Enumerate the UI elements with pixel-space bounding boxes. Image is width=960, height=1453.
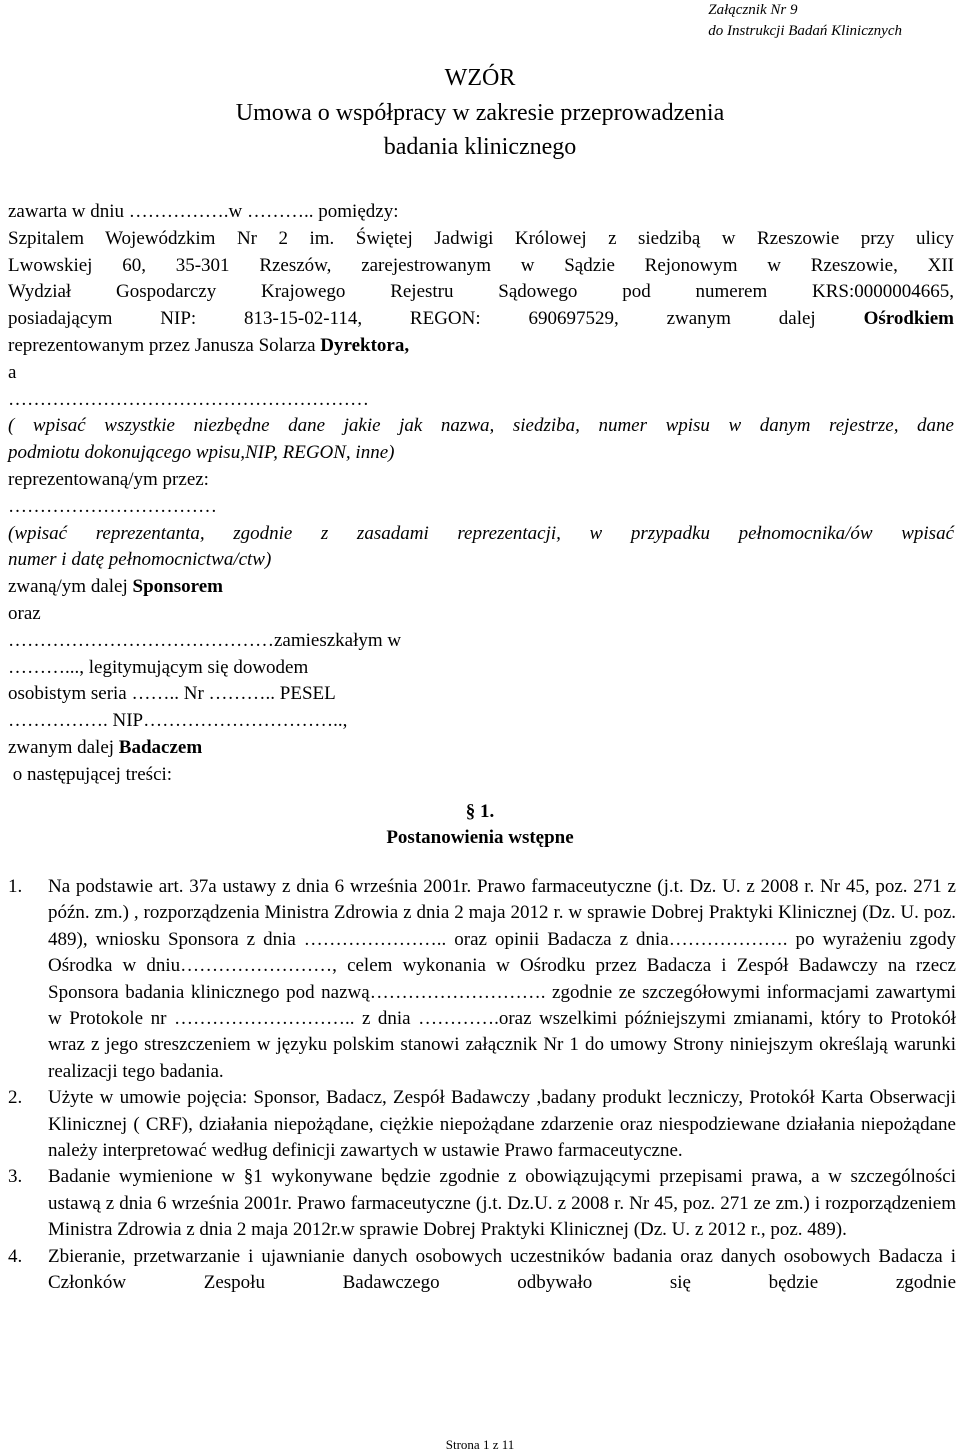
instruction-line: numer i datę pełnomocnictwa/ctw)	[8, 549, 272, 571]
item-text: Zbieranie, przetwarzanie i ujawnianie danych osobowych uczestników badania oraz danych osobowych Badacza i Członków Zespołu Badawczego odbywało się będzie zgodnie	[48, 1245, 956, 1294]
item-number: 1.	[8, 876, 23, 897]
title-template-label: WZÓR	[444, 65, 516, 91]
instruction-line: ( wpisać wszystkie niezbędne dane jakie jak nazwa, siedziba, numer wpisu w danym rejestrze, dane	[8, 415, 954, 437]
placeholder-line: ……………. NIP…………………………..,	[8, 710, 348, 732]
attachment-line-1: Załącznik Nr 9	[708, 2, 798, 18]
intro-line: oraz	[8, 602, 41, 624]
instruction-line: podmiotu dokonującego wpisu,NIP, REGON, inne)	[8, 442, 395, 464]
list-item	[8, 1244, 956, 1297]
item-text: Badanie wymienione w §1 wykonywane będzie zgodnie z obowiązującymi przepisami prawa, a w szczególności ustawą z dnia 6 września 2001r. Prawo farmaceutyczne (j.t. Dz.U. z 2008 r. Nr 45, poz. 271 ze zm.) i rozporządzeniem Ministra Zdrowia z dnia 2 maja 2012r.w sprawie Dobrej Praktyki Klinicznej (Dz. U. z 2012 r., poz. 489).	[48, 1166, 956, 1241]
intro-text: zwanym dalej	[8, 736, 115, 758]
item-text: Na podstawie art. 37a ustawy z dnia 6 września 2001r. Prawo farmaceutyczne (j.t. Dz. U. z 2008 r. Nr 45, poz. 271 z późn. zm.) , rozporządzenia Ministra Zdrowia z dnia 2 maja 2012 r. w sprawie Dobrej Praktyki Klinicznej (Dz. U. poz. 489), wniosku Sponsora z dnia ………………….. oraz opinii Badacza z dnia………………. po wyrażeniu zgody Ośrodka w dniu……………………, celem wykonania w Ośrodku przez Badacza i Zespół Badawczy na rzecz Sponsora badania klinicznego pod nazwą………………………. zgodnie ze szczegółowymi informacjami zawartymi w Protokole nr ……………………….. z dnia ………….oraz wszelkimi późniejszymi zmianami, który to Protokół wraz z jego streszczeniem w języku polskim stanowi załącznik Nr 1 do umowy Strony niniejszym określają warunki realizacji tego badania.	[48, 876, 956, 1082]
section-number: § 1.	[465, 801, 495, 822]
item-number: 2.	[8, 1087, 23, 1109]
intro-text: posiadającym NIP: 813-15-02-114, REGON: 690697529, zwanym dalej	[8, 308, 816, 330]
intro-line: Lwowskiej 60, 35-301 Rzeszów, zarejestrowanym w Sądzie Rejonowym w Rzeszowie, XII	[8, 254, 954, 276]
item-number: 4.	[8, 1245, 23, 1267]
intro-text: zwaną/ym dalej	[8, 576, 128, 598]
footer-page-number: 1	[482, 1437, 490, 1452]
placeholder-line: ……………………………………zamieszkałym w	[8, 629, 402, 651]
attachment-note	[708, 0, 902, 42]
placeholder-line: ………..., legitymującym się dowodem	[8, 656, 309, 678]
list-item	[8, 1164, 956, 1243]
placeholder-line: …………………………………………………	[8, 388, 369, 410]
party-ośrodek: Ośrodkiem	[863, 308, 954, 330]
intro-text: reprezentowanym przez Janusza Solarza	[8, 334, 316, 356]
item-number: 3.	[8, 1166, 23, 1188]
party-badacz: Badaczem	[118, 736, 203, 758]
item-text: Użyte w umowie pojęcia: Sponsor, Badacz, Zespół Badawczy ,badany produkt leczniczy, Protokół Karta Obserwacji Klinicznej ( CRF), działania niepożądane, ciężkie niepożądane zdarzenie oraz niespodziewane działania niepożądane należy interpretować według definicji zawartych w ustawie Prawo farmaceutyczne.	[48, 1087, 956, 1162]
intro-line: Wydział Gospodarczy Krajowego Rejestru Sądowego pod numerem KRS:0000004665,	[8, 281, 954, 303]
intro-line	[8, 735, 954, 762]
placeholder-line: ……………………………	[8, 495, 217, 517]
title-contract-line-1: Umowa o współpracy w zakresie przeprowadzenia	[235, 100, 725, 126]
footer-label: Strona	[445, 1437, 480, 1452]
intro-line: a	[8, 361, 17, 383]
party-sponsor: Sponsorem	[132, 576, 223, 598]
title-contract-line-2: badania klinicznego	[383, 134, 577, 160]
provisions-list	[8, 874, 956, 1297]
intro-line	[8, 333, 954, 360]
page-footer	[0, 1437, 960, 1453]
director-title: Dyrektora,	[320, 334, 410, 356]
contract-parties	[8, 199, 954, 789]
intro-line	[8, 574, 954, 601]
attachment-line-2: do Instrukcji Badań Klinicznych	[708, 23, 902, 39]
list-item	[8, 1085, 956, 1164]
footer-separator: z	[492, 1437, 499, 1452]
list-item	[8, 874, 956, 1085]
section-heading: Postanowienia wstępne	[386, 827, 574, 848]
intro-line: Szpitalem Wojewódzkim Nr 2 im. Świętej Jadwigi Królowej z siedzibą w Rzeszowie przy ulicy	[8, 227, 954, 249]
footer-total-pages: 11	[501, 1437, 515, 1452]
intro-line	[8, 306, 954, 333]
instruction-line: (wpisać reprezentanta, zgodnie z zasadami reprezentacji, w przypadku pełnomocnika/ów wpisać	[8, 522, 954, 544]
intro-line: o następującej treści:	[8, 763, 173, 785]
intro-line: zawarta w dniu …………….w ……….. pomiędzy:	[8, 201, 399, 222]
intro-line: reprezentowaną/ym przez:	[8, 468, 209, 490]
placeholder-line: osobistym seria …….. Nr ……….. PESEL	[8, 683, 336, 705]
